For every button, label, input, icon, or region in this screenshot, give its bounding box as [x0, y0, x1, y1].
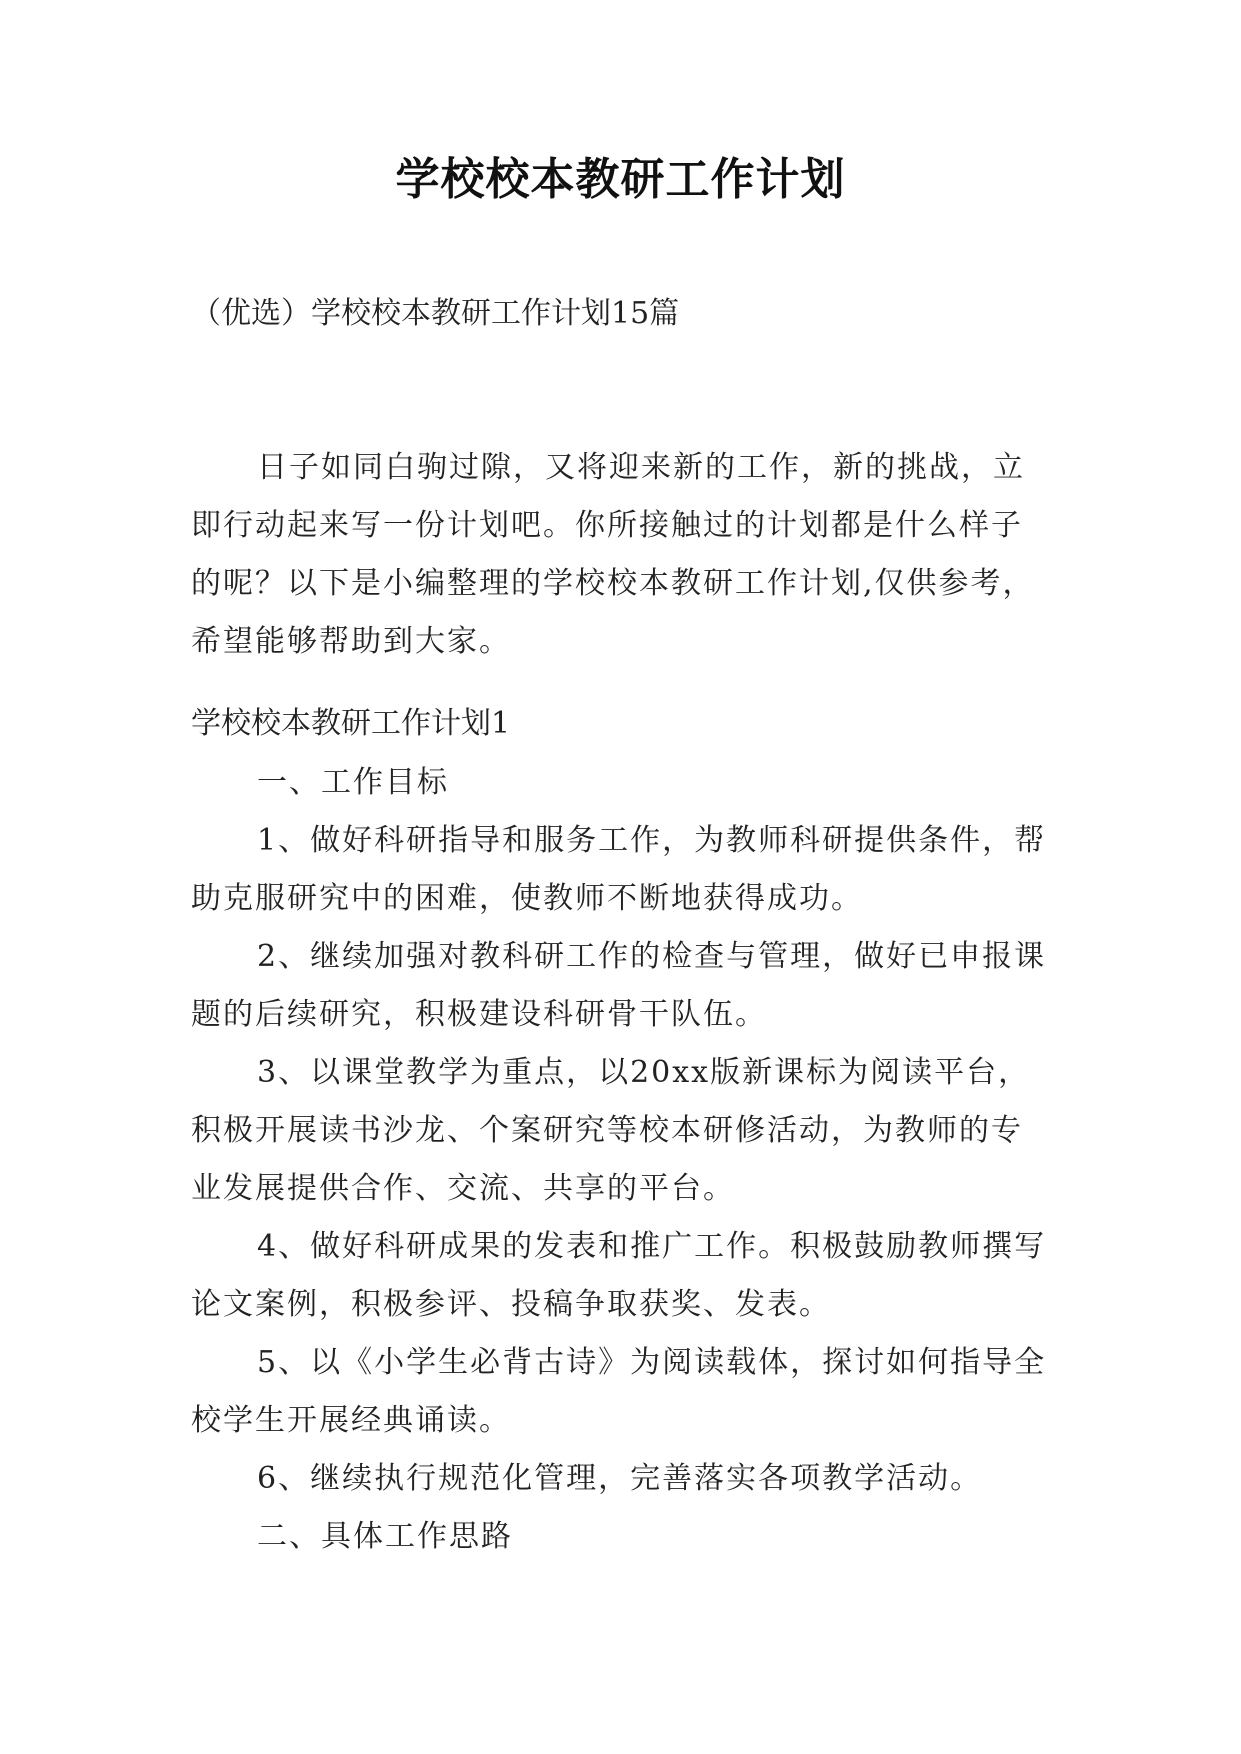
goal-item-1: 1、做好科研指导和服务工作，为教师科研提供条件，帮助克服研究中的困难，使教师不断地获得成功。: [191, 823, 1047, 916]
heading-work-goals: 一、工作目标: [257, 765, 449, 800]
intro-paragraph: 日子如同白驹过隙，又将迎来新的工作，新的挑战，立即行动起来写一份计划吧。你所接触过的计划都是什么样子的呢？以下是小编整理的学校校本教研工作计划,仅供参考，希望能够帮助到大家。: [191, 450, 1035, 659]
goal-item-3: 3、以课堂教学为重点，以20xx版新课标为阅读平台，积极开展读书沙龙、个案研究等校本研修活动，为教师的专业发展提供合作、交流、共享的平台。: [191, 1055, 1031, 1206]
goal-item-6: 6、继续执行规范化管理，完善落实各项教学活动。: [257, 1461, 983, 1496]
document-subtitle: （优选）学校校本教研工作计划15篇: [191, 296, 680, 331]
section-heading: 学校校本教研工作计划1: [191, 706, 511, 741]
heading-work-ideas: 二、具体工作思路: [257, 1519, 513, 1554]
goal-item-2: 2、继续加强对教科研工作的检查与管理，做好已申报课题的后续研究，积极建设科研骨干队伍。: [191, 939, 1047, 1032]
document-title: 学校校本教研工作计划: [395, 154, 846, 205]
goal-item-4: 4、做好科研成果的发表和推广工作。积极鼓励教师撰写论文案例，积极参评、投稿争取获奖、发表。: [191, 1229, 1047, 1322]
goal-item-5: 5、以《小学生必背古诗》为阅读载体，探讨如何指导全校学生开展经典诵读。: [191, 1345, 1047, 1438]
section-body: [191, 754, 1053, 1566]
